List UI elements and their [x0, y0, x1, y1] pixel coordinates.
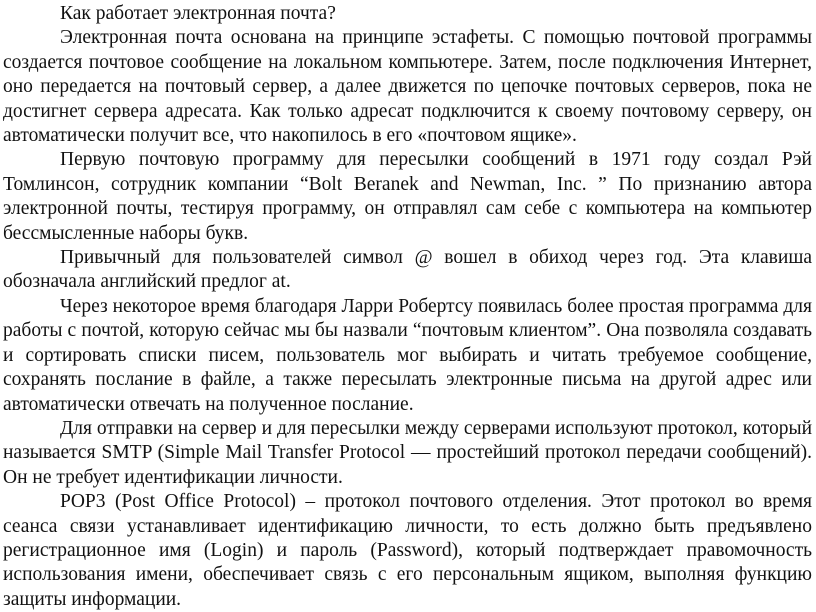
paragraph-first-mail-program: Первую почтовую программу для пересылки сообщений в 1971 году создал Рэй Томлинсон, сотрудник компании “Bolt Beranek and Newman, Inc. ” По признанию автора электронной почты, тестируя программу, он отправлял сам себе с компьютера на компьютер бессмысленные наборы букв. [3, 149, 812, 244]
paragraph-smtp: Для отправки на сервер и для пересылки между серверами используют протокол, который называется SMTP (Simple Mail Transfer Protocol — простейший протокол передачи сообщений). Он не требует идентификации личности. [3, 417, 812, 488]
document-title: Как работает электронная почта? [60, 3, 336, 24]
paragraph-pop3: POP3 (Post Office Protocol) – протокол почтового отделения. Этот протокол во время сеанса связи устанавливает идентификацию личности, то есть должно быть предъявлено регистрационное имя (Login) и пароль (Password), который подтверждает правомочность использования имени, обеспечивает связь с его персональным ящиком, выполняя функцию защиты информации. [3, 491, 812, 610]
paragraph-mail-client: Через некоторое время благодаря Ларри Робертсу появилась более простая программа для работы с почтой, которую сейчас мы бы назвали “почтовым клиентом”. Она позволяла создавать и сортировать списки писем, пользователь мог выбирать и читать требуемое сообщение, сохранять послание в файле, а также пересылать электронные письма на другой адрес или автоматически отвечать на полученное послание. [3, 295, 812, 415]
paragraph-relay-principle: Электронная почта основана на принципе эстафеты. С помощью почтовой программы создается почтовое сообщение на локальном компьютере. Затем, после подключения Интернет, оно передается на почтовый сервер, а далее движется по цепочке почтовых серверов, пока не достигнет сервера адресата. Как только адресат подключится к своему почтовому серверу, он автоматически получит все, что накопилось в его «почтовом ящике». [3, 27, 812, 147]
paragraph-at-symbol: Привычный для пользователей символ @ вошел в обиход через год. Эта клавиша обозначала английский предлог at. [3, 247, 812, 293]
